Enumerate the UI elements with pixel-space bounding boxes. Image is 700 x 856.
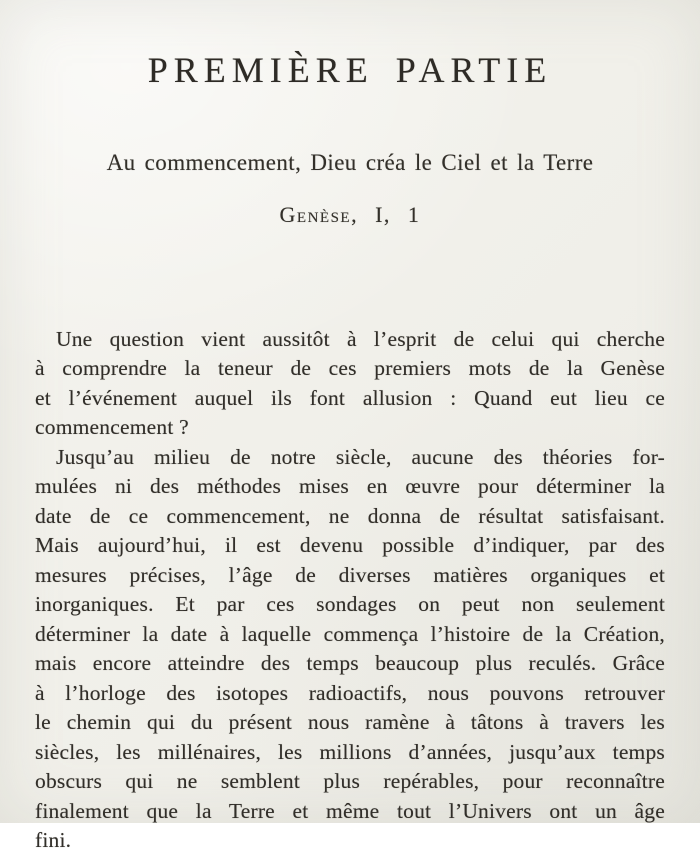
text-line: à l’horloge des isotopes radioactifs, nous pouvons retrouver <box>35 680 665 705</box>
text-line: mesures précises, l’âge de diverses matières organiques et <box>35 562 665 587</box>
part-heading: PREMIÈRE PARTIE <box>147 50 553 90</box>
text-line: le chemin qui du présent nous ramène à tâtons à travers les <box>35 710 665 735</box>
text-line: obscurs qui ne semblent plus repérables, pour reconnaître <box>35 769 665 794</box>
paragraph-2 <box>35 443 665 856</box>
text-line: mulées ni des méthodes mises en œuvre pour déterminer la <box>35 474 665 499</box>
epigraph-verse: Au commencement, Dieu créa le Ciel et la Terre <box>106 150 594 176</box>
text-line: à comprendre la teneur de ces premiers mots de la Genèse <box>35 356 665 381</box>
text-line: commencement ? <box>35 415 189 440</box>
text-line: et l’événement auquel ils font allusion : Quand eut lieu ce <box>35 385 665 410</box>
scripture-reference: Genèse, I, 1 <box>279 202 421 228</box>
paragraph-1 <box>35 325 665 443</box>
text-line: fini. <box>35 828 72 853</box>
text-line: finalement que la Terre et même tout l’Univers ont un âge <box>35 798 665 823</box>
text-line: inorganiques. Et par ces sondages on peut non seulement <box>35 592 665 617</box>
text-line: siècles, les millénaires, les millions d’années, jusqu’aux temps <box>35 739 665 764</box>
text-line: Une question vient aussitôt à l’esprit de celui qui cherche <box>56 326 665 351</box>
text-line: déterminer la date à laquelle commença l’histoire de la Création, <box>35 621 665 646</box>
text-line: date de ce commencement, ne donna de résultat satisfaisant. <box>35 503 665 528</box>
text-line: Jusqu’au milieu de notre siècle, aucune des théories for- <box>56 444 665 469</box>
text-line: mais encore atteindre des temps beaucoup plus reculés. Grâce <box>35 651 665 676</box>
body-text <box>0 325 700 856</box>
text-line: Mais aujourd’hui, il est devenu possible d’indiquer, par des <box>35 533 665 558</box>
